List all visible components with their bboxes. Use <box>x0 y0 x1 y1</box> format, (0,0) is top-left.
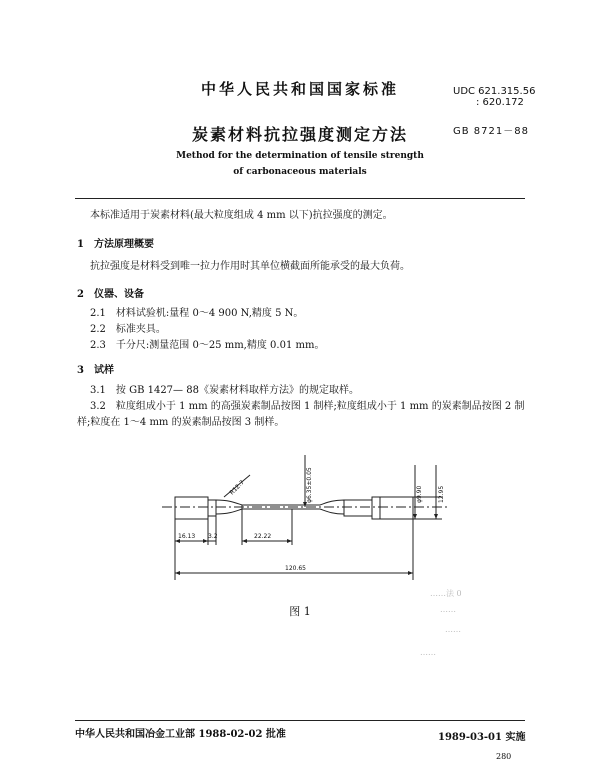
ghost-text-4: …… <box>420 648 436 657</box>
section-2-3: 2.3 千分尺:测量范围 0～25 mm,精度 0.01 mm。 <box>90 340 325 351</box>
right-grip <box>380 497 413 519</box>
gb-number: GB 8721－88 <box>453 126 529 137</box>
dim-radius: R12.7 <box>228 479 246 497</box>
section-3-2: 3.2 粒度组成小于 1 mm 的高强炭素制品按图 1 制样;粒度组成小于 1 mm 的炭素制品按图 2 制 <box>90 401 525 412</box>
header-divider <box>75 198 525 199</box>
udc-code-continued: : 620.172 <box>476 97 524 108</box>
footer-divider <box>75 720 525 721</box>
left-grip <box>175 497 208 519</box>
dim-grip-diameter: φ9.90 <box>416 485 423 503</box>
dim-total-length: 120.65 <box>285 565 306 572</box>
issuer-line: 中华人民共和国冶金工业部 1988-02-02 批准 <box>75 729 286 740</box>
title-en-line2: of carbonaceous materials <box>233 167 367 177</box>
standard-title-cn: 炭素材料抗拉强度测定方法 <box>191 125 408 144</box>
section-3-heading: 3 试样 <box>77 365 114 376</box>
ghost-text-3: …… <box>445 625 461 634</box>
national-standard-heading: 中华人民共和国国家标准 <box>200 80 399 98</box>
udc-code: UDC 621.315.56 <box>453 86 536 97</box>
right-neck <box>344 500 372 516</box>
section-1-heading: 1 方法原理概要 <box>77 239 154 250</box>
intro-paragraph: 本标准适用于炭素材料(最大粒度组成 4 mm 以下)抗拉强度的测定。 <box>90 210 393 221</box>
section-1-para: 抗拉强度是材料受到唯一拉力作用时其单位横截面所能承受的最大负荷。 <box>90 261 410 272</box>
dim-step: 3.2 <box>208 533 218 540</box>
section-3-1: 3.1 按 GB 1427— 88《炭素材料取样方法》的规定取样。 <box>90 385 359 396</box>
left-step <box>208 500 216 516</box>
section-3-2-continued: 样;粒度在 1～4 mm 的炭素制品按图 3 制样。 <box>77 417 285 428</box>
ghost-text-1: ……法 0 <box>430 589 462 598</box>
dim-gauge-diameter: φ6.35±0.05 <box>306 467 313 503</box>
title-en-line1: Method for the determination of tensile strength <box>176 151 424 161</box>
section-2-2: 2.2 标准夹具。 <box>90 324 166 335</box>
dim-outer-diameter: 12.95 <box>438 485 445 503</box>
effective-date: 1989-03-01 实施 <box>438 732 526 743</box>
specimen-drawing <box>150 445 460 585</box>
dim-left-shoulder: 16.13 <box>178 533 196 540</box>
figure-caption: 图 1 <box>289 605 311 618</box>
section-2-1: 2.1 材料试验机:量程 0～4 900 N,精度 5 N。 <box>90 308 304 319</box>
page-number: 280 <box>496 752 512 761</box>
ghost-text-2: …… <box>440 605 456 614</box>
standard-title-en <box>0 148 600 180</box>
section-2-heading: 2 仪器、设备 <box>77 289 144 300</box>
right-step <box>372 497 380 519</box>
dim-gauge-length: 22.22 <box>254 533 272 540</box>
